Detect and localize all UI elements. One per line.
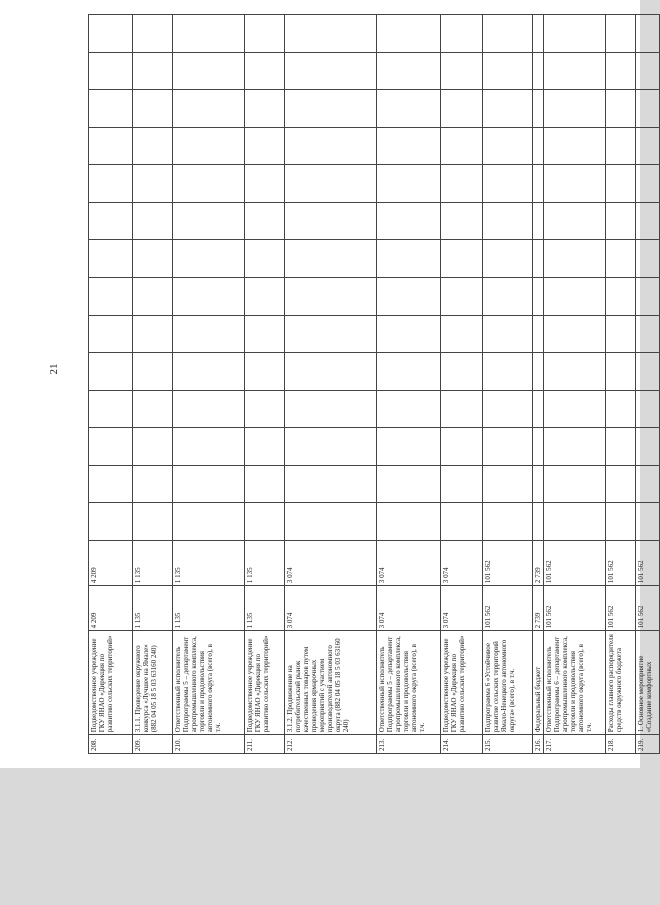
row-value-cell: 3 074: [285, 586, 377, 631]
empty-cell: [245, 503, 285, 541]
empty-cell: [377, 353, 441, 391]
row-number-cell: 217.: [544, 735, 606, 754]
empty-cell: [285, 90, 377, 128]
empty-cell: [285, 127, 377, 165]
empty-cell: [636, 15, 660, 53]
empty-cell: [245, 52, 285, 90]
row-value-cell: 3 074: [285, 540, 377, 585]
empty-cell: [377, 465, 441, 503]
empty-cell: [89, 353, 133, 391]
table-row: [544, 15, 606, 754]
table-row: [636, 15, 660, 754]
empty-cell: [606, 353, 636, 391]
empty-cell: [89, 465, 133, 503]
empty-cell: [441, 127, 483, 165]
empty-cell: [636, 90, 660, 128]
empty-cell: [636, 503, 660, 541]
empty-cell: [173, 52, 245, 90]
empty-cell: [441, 503, 483, 541]
empty-cell: [533, 465, 544, 503]
empty-cell: [483, 465, 533, 503]
empty-cell: [544, 278, 606, 316]
empty-cell: [377, 52, 441, 90]
row-number-cell: 213.: [377, 735, 441, 754]
empty-cell: [533, 165, 544, 203]
row-name-cell: 3.1.1. Проведение окружного конкурса «Лучшее на Ямале» (882 04 05 18 5 03 63160 240): [133, 631, 173, 735]
row-name-cell: Подпрограмма 6 «Устойчивое развитие сельских территорий Ямало-Ненецкого автономного округа» (всего), в т.ч.: [483, 631, 533, 735]
row-value-cell: 3 074: [441, 586, 483, 631]
empty-cell: [533, 240, 544, 278]
empty-cell: [133, 15, 173, 53]
row-value-cell: 1 135: [245, 540, 285, 585]
empty-cell: [285, 202, 377, 240]
empty-cell: [285, 52, 377, 90]
empty-cell: [377, 278, 441, 316]
empty-cell: [544, 90, 606, 128]
empty-cell: [533, 202, 544, 240]
budget-table: [88, 14, 660, 754]
row-name-cell: 3.1.2. Продвижение на потребительский рынок качественных товаров путем проведения ярмарочных мероприятий с участием производителей автономного округа (882 04 05 18 5 03 63160 240): [285, 631, 377, 735]
row-value-cell: 1 135: [133, 540, 173, 585]
empty-cell: [544, 202, 606, 240]
empty-cell: [285, 353, 377, 391]
empty-cell: [606, 278, 636, 316]
row-value-cell: 101 562: [483, 540, 533, 585]
empty-cell: [133, 202, 173, 240]
row-value-cell: 101 562: [606, 540, 636, 585]
empty-cell: [544, 127, 606, 165]
empty-cell: [133, 90, 173, 128]
empty-cell: [636, 127, 660, 165]
empty-cell: [636, 428, 660, 466]
empty-cell: [483, 390, 533, 428]
empty-cell: [285, 465, 377, 503]
empty-cell: [245, 315, 285, 353]
empty-cell: [606, 127, 636, 165]
empty-cell: [89, 278, 133, 316]
empty-cell: [544, 428, 606, 466]
empty-cell: [89, 390, 133, 428]
empty-cell: [377, 127, 441, 165]
empty-cell: [441, 353, 483, 391]
row-value-cell: 3 074: [377, 586, 441, 631]
empty-cell: [441, 240, 483, 278]
empty-cell: [285, 503, 377, 541]
empty-cell: [89, 127, 133, 165]
row-value-cell: 1 135: [173, 540, 245, 585]
empty-cell: [441, 390, 483, 428]
empty-cell: [533, 127, 544, 165]
table-row: [533, 15, 544, 754]
empty-cell: [173, 90, 245, 128]
empty-cell: [606, 240, 636, 278]
row-name-cell: Расходы главного распорядителя средств окружного бюджета: [606, 631, 636, 735]
empty-cell: [441, 202, 483, 240]
empty-cell: [636, 315, 660, 353]
row-number-cell: 218.: [606, 735, 636, 754]
empty-cell: [133, 315, 173, 353]
empty-cell: [173, 165, 245, 203]
table-row: [606, 15, 636, 754]
empty-cell: [89, 52, 133, 90]
row-name-cell: Подведомственное учреждение ГКУ ЯНАО «Дирекция по развитию сельских территорий»: [245, 631, 285, 735]
empty-cell: [377, 315, 441, 353]
empty-cell: [245, 278, 285, 316]
empty-cell: [173, 465, 245, 503]
empty-cell: [245, 127, 285, 165]
empty-cell: [173, 202, 245, 240]
row-value-cell: 101 562: [544, 540, 606, 585]
empty-cell: [544, 52, 606, 90]
empty-cell: [285, 15, 377, 53]
row-value-cell: 2 739: [533, 540, 544, 585]
table-row: [173, 15, 245, 754]
empty-cell: [285, 240, 377, 278]
table-row: [483, 15, 533, 754]
empty-cell: [483, 503, 533, 541]
empty-cell: [89, 428, 133, 466]
empty-cell: [173, 353, 245, 391]
empty-cell: [245, 465, 285, 503]
empty-cell: [377, 240, 441, 278]
empty-cell: [89, 90, 133, 128]
empty-cell: [245, 428, 285, 466]
empty-cell: [533, 353, 544, 391]
row-name-cell: Ответственный исполнитель Подпрограммы 5 – департамент агропромышленного комплекса, торговли и продовольствия автономного округа (всего), в т.ч.: [173, 631, 245, 735]
empty-cell: [441, 52, 483, 90]
row-number-cell: 211.: [245, 735, 285, 754]
empty-cell: [173, 278, 245, 316]
empty-cell: [173, 240, 245, 278]
empty-cell: [377, 503, 441, 541]
empty-cell: [533, 315, 544, 353]
empty-cell: [285, 165, 377, 203]
empty-cell: [636, 278, 660, 316]
empty-cell: [133, 127, 173, 165]
empty-cell: [606, 165, 636, 203]
page-number: 21: [48, 363, 60, 375]
empty-cell: [133, 278, 173, 316]
empty-cell: [483, 202, 533, 240]
empty-cell: [377, 90, 441, 128]
row-name-cell: Подведомственное учреждение ГКУ ЯНАО «Дирекция по развитию сельских территорий»: [441, 631, 483, 735]
empty-cell: [483, 15, 533, 53]
table-row: [441, 15, 483, 754]
empty-cell: [245, 390, 285, 428]
empty-cell: [606, 15, 636, 53]
row-value-cell: 4 209: [89, 540, 133, 585]
empty-cell: [133, 165, 173, 203]
empty-cell: [544, 240, 606, 278]
empty-cell: [606, 503, 636, 541]
row-value-cell: 101 562: [636, 586, 660, 631]
empty-cell: [533, 52, 544, 90]
table-row: [285, 15, 377, 754]
empty-cell: [441, 278, 483, 316]
row-number-cell: 215.: [483, 735, 533, 754]
empty-cell: [483, 90, 533, 128]
table-row: [245, 15, 285, 754]
empty-cell: [441, 465, 483, 503]
empty-cell: [636, 390, 660, 428]
empty-cell: [533, 390, 544, 428]
empty-cell: [544, 390, 606, 428]
empty-cell: [245, 165, 285, 203]
table-body: [89, 15, 660, 754]
row-number-cell: 208.: [89, 735, 133, 754]
row-number-cell: 209.: [133, 735, 173, 754]
row-value-cell: 1 135: [133, 586, 173, 631]
empty-cell: [377, 165, 441, 203]
empty-cell: [636, 353, 660, 391]
empty-cell: [606, 315, 636, 353]
empty-cell: [245, 353, 285, 391]
row-value-cell: 101 562: [544, 586, 606, 631]
empty-cell: [133, 390, 173, 428]
empty-cell: [533, 15, 544, 53]
row-value-cell: 2 739: [533, 586, 544, 631]
row-value-cell: 3 074: [441, 540, 483, 585]
empty-cell: [533, 428, 544, 466]
empty-cell: [606, 428, 636, 466]
empty-cell: [133, 240, 173, 278]
row-name-cell: Подведомственное учреждение ГКУ ЯНАО «Дирекция по развитию сельских территорий»: [89, 631, 133, 735]
empty-cell: [377, 390, 441, 428]
empty-cell: [133, 52, 173, 90]
empty-cell: [606, 52, 636, 90]
empty-cell: [606, 465, 636, 503]
empty-cell: [441, 90, 483, 128]
empty-cell: [89, 315, 133, 353]
row-number-cell: 212.: [285, 735, 377, 754]
empty-cell: [636, 202, 660, 240]
empty-cell: [173, 503, 245, 541]
empty-cell: [89, 503, 133, 541]
empty-cell: [606, 390, 636, 428]
empty-cell: [285, 428, 377, 466]
empty-cell: [544, 165, 606, 203]
row-value-cell: 1 135: [245, 586, 285, 631]
empty-cell: [245, 90, 285, 128]
empty-cell: [544, 465, 606, 503]
empty-cell: [133, 428, 173, 466]
empty-cell: [133, 503, 173, 541]
empty-cell: [483, 127, 533, 165]
row-number-cell: 216.: [533, 735, 544, 754]
row-number-cell: 219.: [636, 735, 660, 754]
row-name-cell: Федеральный бюджет: [533, 631, 544, 735]
empty-cell: [441, 165, 483, 203]
empty-cell: [377, 428, 441, 466]
row-value-cell: 4 209: [89, 586, 133, 631]
empty-cell: [89, 202, 133, 240]
empty-cell: [636, 52, 660, 90]
empty-cell: [533, 278, 544, 316]
table-frame: [88, 14, 653, 754]
empty-cell: [636, 465, 660, 503]
empty-cell: [636, 165, 660, 203]
empty-cell: [483, 353, 533, 391]
empty-cell: [606, 202, 636, 240]
empty-cell: [544, 15, 606, 53]
empty-cell: [483, 315, 533, 353]
empty-cell: [89, 240, 133, 278]
empty-cell: [173, 390, 245, 428]
empty-cell: [285, 390, 377, 428]
empty-cell: [377, 15, 441, 53]
empty-cell: [441, 15, 483, 53]
table-row: [133, 15, 173, 754]
empty-cell: [89, 15, 133, 53]
table-row: [89, 15, 133, 754]
table-row: [377, 15, 441, 754]
empty-cell: [441, 428, 483, 466]
row-value-cell: 1 135: [173, 586, 245, 631]
row-number-cell: 214.: [441, 735, 483, 754]
empty-cell: [173, 15, 245, 53]
empty-cell: [377, 202, 441, 240]
empty-cell: [245, 15, 285, 53]
empty-cell: [285, 278, 377, 316]
empty-cell: [544, 503, 606, 541]
empty-cell: [173, 127, 245, 165]
empty-cell: [483, 278, 533, 316]
empty-cell: [483, 240, 533, 278]
empty-cell: [544, 315, 606, 353]
empty-cell: [133, 353, 173, 391]
empty-cell: [285, 315, 377, 353]
row-value-cell: 101 562: [483, 586, 533, 631]
empty-cell: [173, 428, 245, 466]
row-value-cell: 3 074: [377, 540, 441, 585]
row-number-cell: 210.: [173, 735, 245, 754]
rotated-table-wrapper: [88, 14, 653, 754]
empty-cell: [483, 52, 533, 90]
empty-cell: [89, 165, 133, 203]
empty-cell: [245, 202, 285, 240]
empty-cell: [636, 240, 660, 278]
empty-cell: [245, 240, 285, 278]
empty-cell: [483, 428, 533, 466]
row-value-cell: 101 562: [636, 540, 660, 585]
row-name-cell: Ответственный исполнитель Подпрограммы 5 – департамент агропромышленного комплекса, торговли и продовольствия автономного округа (всего), в т.ч.: [377, 631, 441, 735]
row-name-cell: Ответственный исполнитель Подпрограммы 6 – департамент агропромышленного комплекса, торговли и продовольствия автономного округа (всего), в т.ч.: [544, 631, 606, 735]
empty-cell: [606, 90, 636, 128]
empty-cell: [533, 503, 544, 541]
empty-cell: [483, 165, 533, 203]
empty-cell: [441, 315, 483, 353]
empty-cell: [533, 90, 544, 128]
row-value-cell: 101 562: [606, 586, 636, 631]
row-name-cell: 1. Основное мероприятие «Создание комфортных: [636, 631, 660, 735]
empty-cell: [544, 353, 606, 391]
empty-cell: [173, 315, 245, 353]
empty-cell: [133, 465, 173, 503]
